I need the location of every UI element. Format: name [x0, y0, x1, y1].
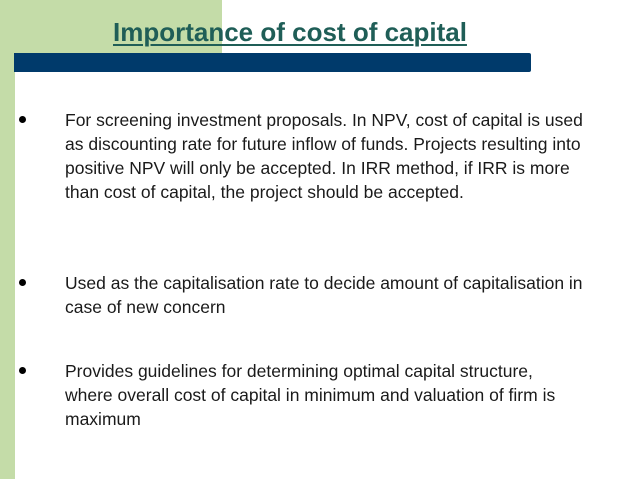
- left-accent-strip: [0, 66, 15, 479]
- bullet-text: Provides guidelines for determining optimal capital structure, where overall cost of capital in minimum and valuation of firm is maximum: [65, 361, 556, 429]
- title-underline-bar: [14, 53, 531, 72]
- bullet-dot-icon: [19, 279, 26, 286]
- bullet-dot-icon: [19, 116, 26, 123]
- bullet-text: Used as the capitalisation rate to decide amount of capitalisation in case of new concern: [65, 273, 583, 317]
- slide-title: Importance of cost of capital: [113, 17, 467, 47]
- bullet-text: For screening investment proposals. In NPV, cost of capital is used as discounting rate for future inflow of funds. Projects resulting into positive NPV will only be accepted. In IRR method, if IRR is more than cost of capital, the project should be accepted.: [65, 110, 583, 202]
- bullet-dot-icon: [19, 367, 26, 374]
